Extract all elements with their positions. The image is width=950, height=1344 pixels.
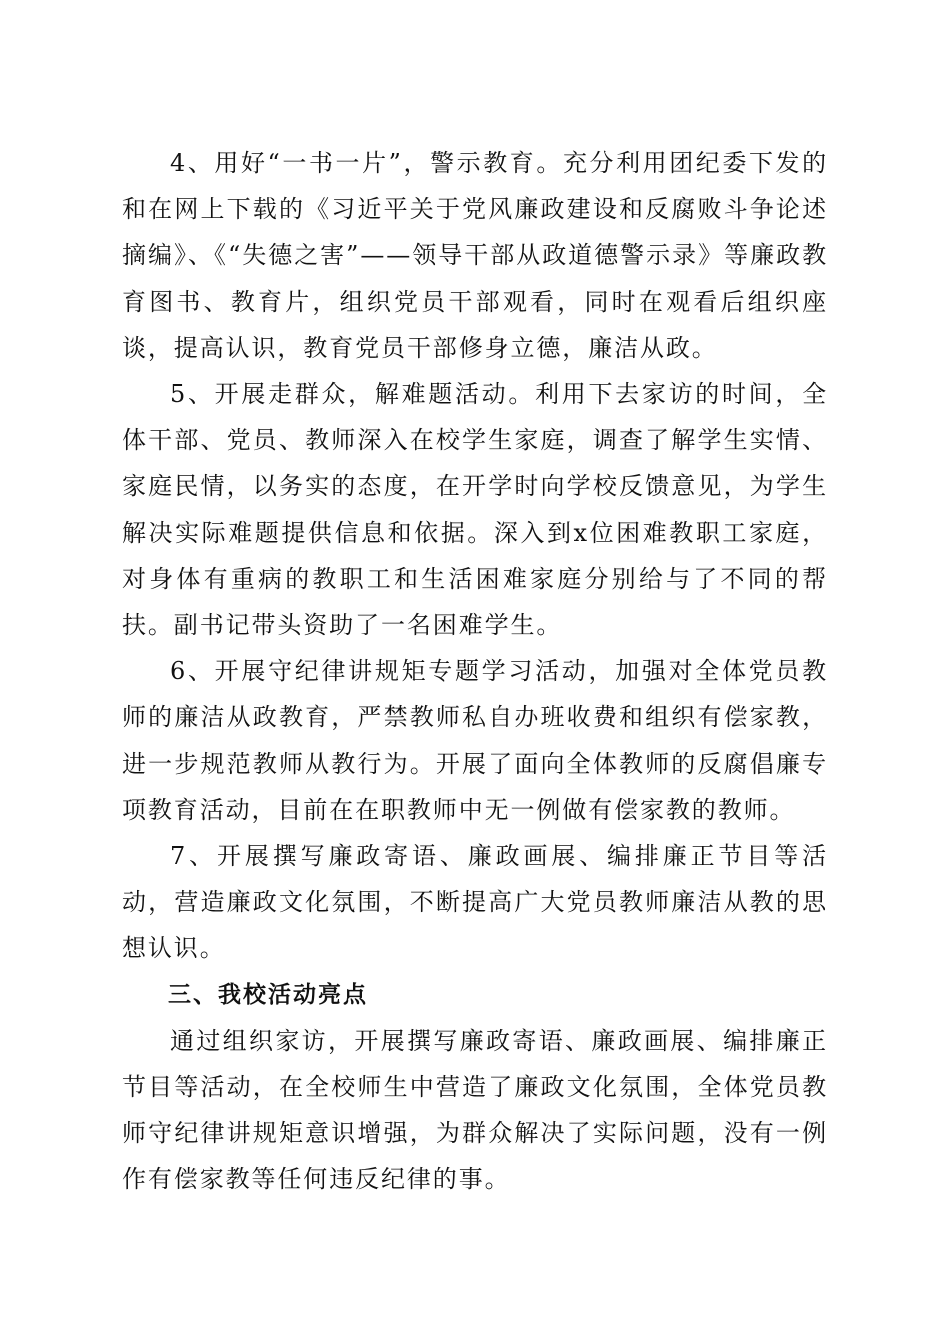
paragraph-item-4: 4、用好“一书一片”，警示教育。充分利用团纪委下发的和在网上下载的《习近平关于党风廉政建设和反腐败斗争论述摘编》、《“失德之害”——领导干部从政道德警示录》等廉政教育图书、教育片，组织党员干部观看，同时在观看后组织座谈，提高认识，教育党员干部修身立德，廉洁从政。 [122,149,828,362]
paragraph-item-7: 7、开展撰写廉政寄语、廉政画展、编排廉正节目等活动，营造廉政文化氛围，不断提高广大党员教师廉洁从教的思想认识。 [122,842,828,963]
section-heading: 三、我校活动亮点 [168,981,368,1008]
closing-paragraph: 通过组织家访，开展撰写廉政寄语、廉政画展、编排廉正节目等活动，在全校师生中营造了廉政文化氛围，全体党员教师守纪律讲规矩意识增强，为群众解决了实际问题，没有一例作有偿家教等任何违反纪律的事。 [122,1026,828,1194]
paragraph-item-6: 6、开展守纪律讲规矩专题学习活动，加强对全体党员教师的廉洁从政教育，严禁教师私自办班收费和组织有偿家教，进一步规范教师从教行为。开展了面向全体教师的反腐倡廉专项教育活动，目前在在职教师中无一例做有偿家教的教师。 [122,657,828,824]
paragraph-item-5: 5、开展走群众，解难题活动。利用下去家访的时间，全体干部、党员、教师深入在校学生家庭，调查了解学生实情、家庭民情，以务实的态度，在开学时向学校反馈意见，为学生解决实际难题提供信息和依据。深入到x位困难教职工家庭，对身体有重病的教职工和生活困难家庭分别给与了不同的帮扶。副书记带头资助了一名困难学生。 [122,380,828,640]
document-body [122,140,828,1203]
